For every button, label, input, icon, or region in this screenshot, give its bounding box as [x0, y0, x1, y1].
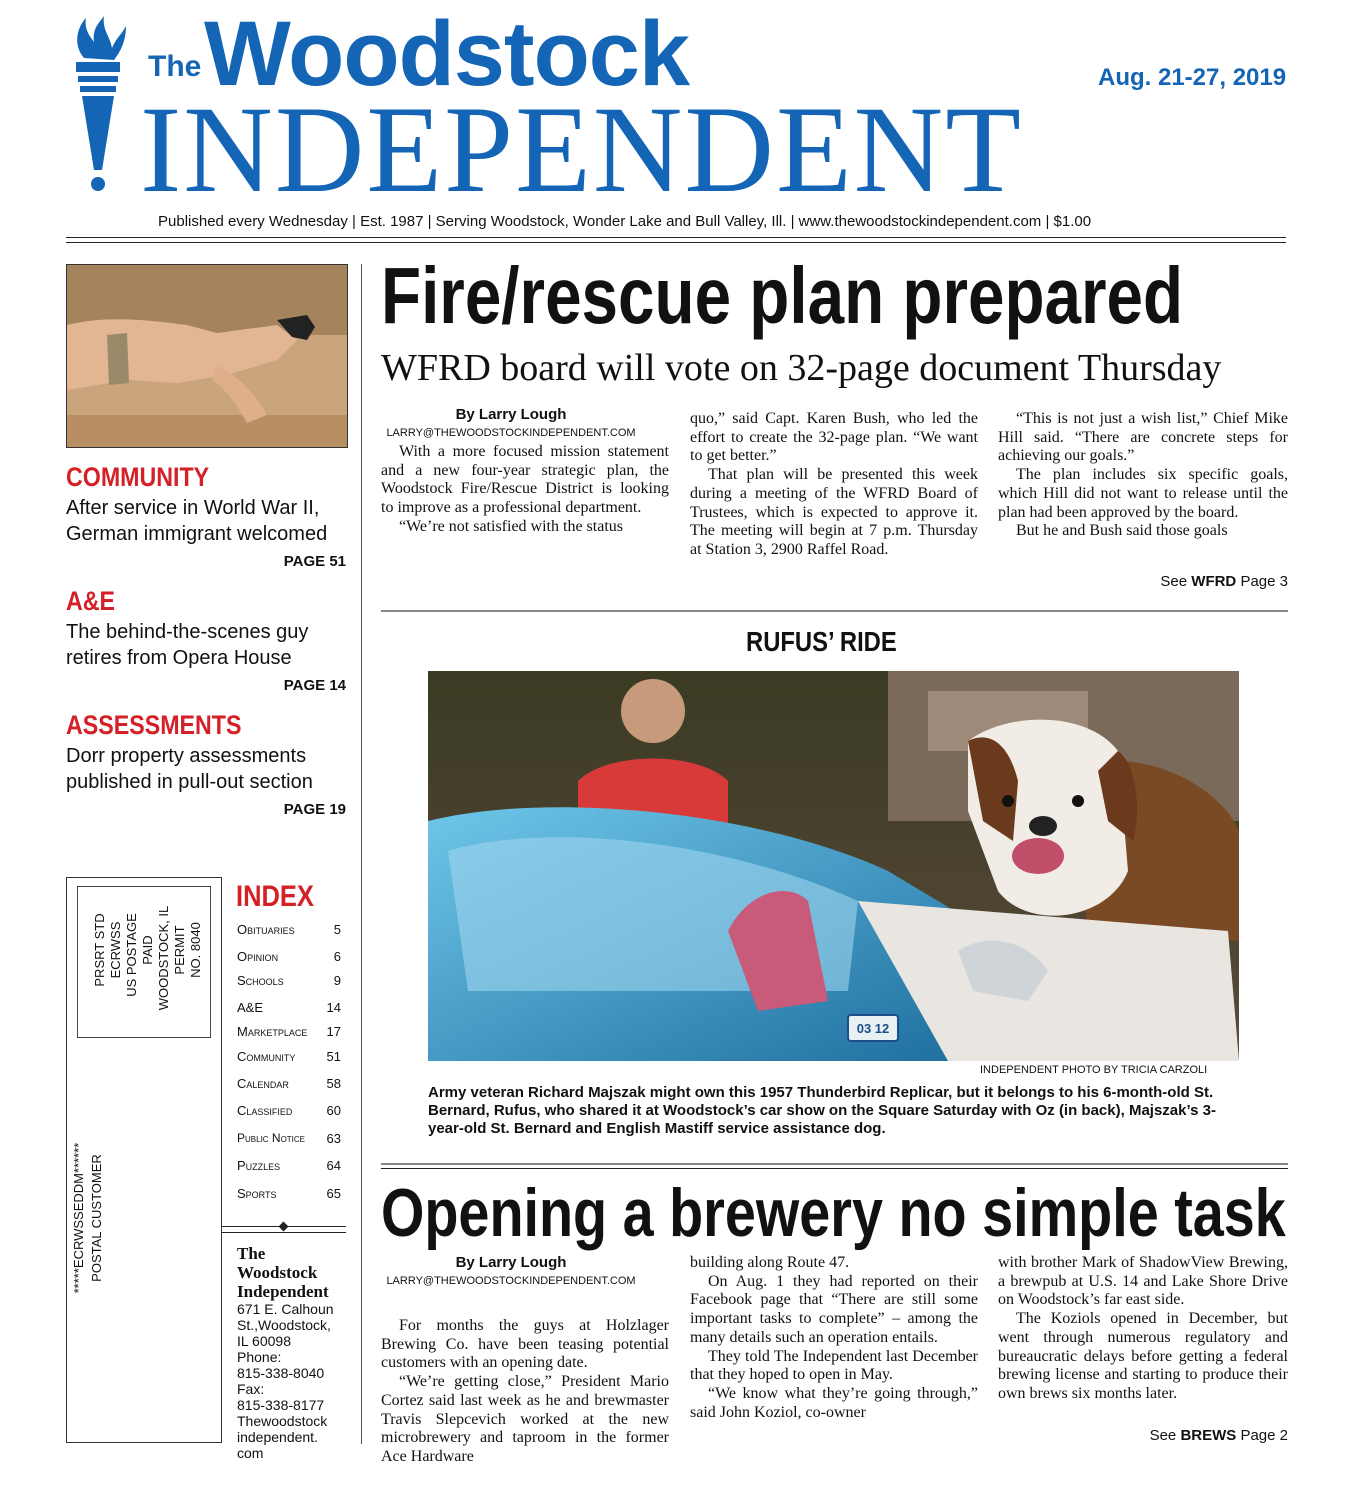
lead-deck: WFRD board will vote on 32-page document Thursday [381, 347, 1222, 389]
photo-feature-title: RUFUS’ RIDE [746, 626, 897, 657]
paragraph: with brother Mark of ShadowView Brewing, a brewpub at U.S. 14 and Lake Shore Drive on Woodstock’s far east side. [998, 1254, 1288, 1309]
index-page: 9 [333, 973, 341, 988]
index-page: 58 [326, 1076, 341, 1091]
jump-key: BREWS [1180, 1427, 1237, 1444]
index-item[interactable] [237, 1076, 341, 1091]
postage-line: ECRWSS [108, 921, 123, 979]
second-headline[interactable]: Opening a brewery no simple task [381, 1175, 1286, 1251]
postage-line: PERMIT [172, 925, 187, 975]
paragraph: quo,” said Capt. Karen Bush, who led the effort to create the 32-page plan. “We want to get better.” [690, 410, 978, 465]
paragraph: “We’re not satisfied with the status [399, 517, 623, 535]
second-column-1 [381, 1317, 669, 1467]
lead-divider [381, 610, 1288, 612]
masthead-tagline: Published every Wednesday | Est. 1987 | Serving Woodstock, Wonder Lake and Bull Valley, Ill. | www.thewoodstockindependent.com | $1.00 [158, 213, 1092, 230]
license-plate: 03 12 [856, 1021, 890, 1036]
teaser-photo[interactable] [66, 264, 348, 448]
jump-page: Page 3 [1240, 573, 1288, 590]
publisher-name: The Woodstock Independent [237, 1244, 329, 1301]
postage-line: PAID [140, 935, 155, 965]
paragraph: For months the guys at Holzlager Brewing Co. have been teasing potential customers with an opening date. [381, 1317, 669, 1372]
jump-prefix: See [1149, 1427, 1177, 1444]
index-label: Obituaries [237, 922, 295, 937]
index-item[interactable] [237, 1024, 341, 1039]
teaser-text: After service in World War II, German immigrant welcomed [66, 497, 328, 545]
publisher-info [237, 1244, 345, 1461]
second-jump-link[interactable] [1100, 1427, 1288, 1444]
index-page: 14 [326, 1000, 341, 1015]
second-email[interactable]: LARRY@THEWOODSTOCKINDEPENDENT.COM [386, 1275, 636, 1287]
index-page: 60 [326, 1103, 341, 1118]
index-label: Calendar [237, 1076, 289, 1091]
mailing-route: *****ECRWSSEDDM****** [71, 1142, 86, 1294]
index-page: 63 [326, 1131, 341, 1146]
photo-caption: Army veteran Richard Majszak might own this 1957 Thunderbird Replicar, but it belongs to his 6-month-old St. Bernard, Rufus, who shared it at Woodstock’s car show on the Square Saturday with Oz (in back), Majszak’s 3-year-old St. Bernard and English Mastiff service assistance dog. [428, 1084, 1216, 1137]
teaser-section: COMMUNITY [66, 462, 210, 492]
masthead-woodstock: Woodstock [204, 3, 690, 105]
publisher-address: 671 E. Calhoun St.,Woodstock, IL 60098 [237, 1301, 334, 1349]
index-label: Puzzles [237, 1158, 281, 1173]
lead-column-3 [998, 410, 1288, 541]
index-label: Public Notice [237, 1131, 306, 1145]
second-story-divider-bottom [381, 1168, 1288, 1169]
teaser-ae[interactable] [66, 586, 351, 694]
index-divider-bottom [222, 1232, 346, 1233]
index-item[interactable] [237, 949, 341, 964]
index-item[interactable] [237, 973, 341, 988]
index-page: 51 [326, 1049, 341, 1064]
index-label: Classified [237, 1103, 293, 1118]
index-item[interactable] [237, 1049, 341, 1064]
index-page: 5 [333, 922, 341, 937]
masthead-independent: INDEPENDENT [140, 81, 1023, 218]
lead-jump-link[interactable] [1100, 573, 1288, 590]
publisher-phone: 815-338-8040 [237, 1365, 325, 1381]
lead-email[interactable]: LARRY@THEWOODSTOCKINDEPENDENT.COM [386, 427, 636, 439]
paragraph: building along Route 47. [690, 1254, 850, 1271]
teaser-assessments[interactable] [66, 710, 351, 818]
photo-credit: INDEPENDENT PHOTO BY TRICIA CARZOLI [980, 1064, 1208, 1076]
paragraph: “We know what they’re going through,” said John Koziol, co-owner [690, 1384, 978, 1421]
lead-byline-block [381, 406, 641, 439]
second-column-2 [690, 1254, 978, 1422]
publisher-website[interactable]: Thewoodstock independent. com [237, 1413, 328, 1461]
ornament-icon [279, 1222, 289, 1232]
index-item[interactable] [237, 1103, 341, 1118]
teaser-section: A&E [66, 586, 116, 616]
second-column-3 [998, 1254, 1288, 1404]
index-label: Opinion [237, 949, 279, 964]
postage-line: NO. 8040 [188, 922, 203, 978]
lead-headline[interactable]: Fire/rescue plan prepared [381, 251, 1184, 340]
index-item[interactable] [237, 1131, 341, 1146]
index-item[interactable] [237, 1186, 341, 1201]
publisher-fax-label: Fax: [237, 1381, 265, 1397]
second-byline-block [381, 1254, 641, 1287]
teaser-text: Dorr property assessments published in pull-out section [66, 745, 313, 793]
index-page: 65 [326, 1186, 341, 1201]
teaser-text: The behind-the-scenes guy retires from Opera House [66, 621, 309, 669]
postage-indicia [77, 886, 211, 1038]
teaser-community[interactable] [66, 462, 351, 570]
index-label: Marketplace [237, 1024, 308, 1039]
torch-logo-icon [64, 14, 130, 199]
index-label: Schools [237, 973, 284, 988]
paragraph: On Aug. 1 they had reported on their Facebook page that “There are still some important tasks to complete” – among the many details such an operation entails. [690, 1272, 978, 1346]
teaser-page: PAGE 14 [283, 677, 346, 694]
postage-line: US POSTAGE [124, 913, 139, 997]
index-label: Sports [237, 1186, 277, 1201]
paragraph: They told The Independent last December that they hoped to open in May. [690, 1347, 978, 1384]
mailing-label-box [66, 877, 222, 1443]
index-page: 6 [333, 949, 341, 964]
paragraph: That plan will be presented this week during a meeting of the WFRD Board of Trustees, which is expected to approve it. The meeting will begin at 7 p.m. Thursday at Station 3, 2900 Raffel Road. [690, 466, 978, 558]
index-item[interactable] [237, 1000, 341, 1015]
index-label: Community [237, 1049, 296, 1064]
masthead-the: The [148, 50, 202, 83]
paragraph: “This is not just a wish list,” Chief Mike Hill said. “There are concrete steps for achieving our goals.” [998, 410, 1288, 465]
publisher-fax: 815-338-8177 [237, 1397, 325, 1413]
masthead-rule-top [66, 237, 1286, 238]
jump-prefix: See [1160, 573, 1188, 590]
left-column-divider [361, 264, 362, 1444]
paragraph: With a more focused mission statement and a new four-year strategic plan, the Woodstock Fire/Rescue District is looking to improve as a professional department. [381, 443, 669, 517]
feature-photo[interactable] [428, 671, 1239, 1061]
masthead-rule-bottom [66, 242, 1286, 243]
index-label: A&E [237, 1000, 264, 1015]
mailing-customer: POSTAL CUSTOMER [89, 1154, 104, 1282]
paragraph: “We’re getting close,” President Mario Cortez said last week as he and brewmaster Travis Slepcevich worked at the new microbrewery and taproom in the former Ace Hardware [381, 1373, 669, 1465]
postage-line: WOODSTOCK, IL [156, 905, 171, 1011]
jump-key: WFRD [1191, 573, 1237, 590]
index-page: 17 [326, 1024, 341, 1039]
lead-column-1 [381, 443, 669, 537]
issue-date: Aug. 21-27, 2019 [1098, 64, 1287, 91]
paragraph: The plan includes six specific goals, which Hill did not want to release until the plan had been approved by the board. [998, 466, 1288, 521]
index-item[interactable] [237, 1158, 341, 1173]
paragraph: The Koziols opened in December, but went through numerous regulatory and bureaucratic delays before getting a federal brewing license and starting to produce their own brews six months later. [998, 1310, 1288, 1402]
postage-line: PRSRT STD [92, 913, 107, 987]
index-page: 64 [326, 1158, 341, 1173]
index-title: INDEX [236, 880, 314, 913]
second-byline: By Larry Lough [455, 1254, 567, 1271]
jump-page: Page 2 [1240, 1427, 1288, 1444]
teaser-section: ASSESSMENTS [66, 710, 242, 740]
teaser-page: PAGE 19 [283, 801, 346, 818]
second-story-divider-top [381, 1163, 1288, 1165]
paragraph: But he and Bush said those goals [1016, 522, 1228, 540]
index-item[interactable] [237, 922, 341, 937]
publisher-phone-label: Phone: [237, 1349, 282, 1365]
teaser-page: PAGE 51 [283, 553, 346, 570]
lead-byline: By Larry Lough [455, 406, 567, 423]
lead-column-2 [690, 410, 978, 560]
